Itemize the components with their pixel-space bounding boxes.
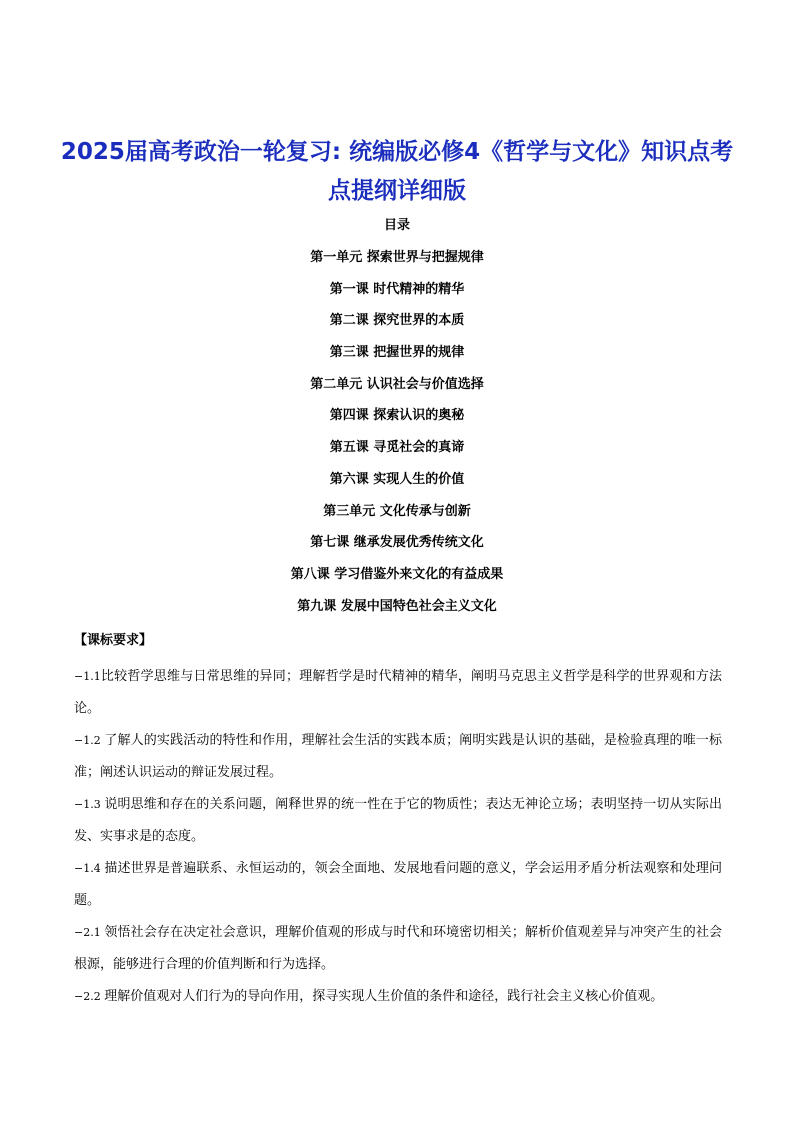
toc-item[interactable]: 第三课 把握世界的规律 [329,345,465,361]
toc-item[interactable]: 第八课 学习借鉴外来文化的有益成果 [290,566,504,582]
toc-item[interactable]: 第二课 探究世界的本质 [329,313,465,329]
requirement-code: −1.2 [74,734,105,747]
toc-item[interactable]: 第二单元 认识社会与价值选择 [310,376,484,392]
toc-item[interactable]: 第一单元 探索世界与把握规律 [310,250,484,265]
requirement-code: −2.1 [74,926,105,939]
table-of-contents [0,247,794,627]
toc-item[interactable]: 第七课 继承发展优秀传统文化 [310,535,484,551]
requirement-text: 理解价值观对人们行为的导向作用，探寻实现人生价值的条件和途径，践行社会主义核心价值观。 [104,989,664,1004]
toc-item[interactable]: 第四课 探索认识的奥秘 [329,408,465,424]
requirement-text: 比较哲学思维与日常思维的异同；理解哲学是时代精神的精华，阐明马克思主义哲学是科学的世界观和方法论。 [74,669,722,716]
toc-heading: 目录 [383,218,410,233]
toc-item[interactable]: 第五课 寻觅社会的真谛 [329,440,465,456]
requirement-code: −1.1 [74,670,101,683]
requirement-paragraph [74,981,722,1013]
requirement-text: 说明思维和存在的关系问题，阐释世界的统一性在于它的物质性；表达无神论立场；表明坚持一切从实际出发、实事求是的态度。 [74,797,722,844]
section-heading: 【课标要求】 [74,633,153,648]
toc-item[interactable]: 第三单元 文化传承与创新 [323,503,471,519]
requirement-paragraph [74,789,722,853]
requirement-code: −1.4 [74,862,105,875]
requirement-text: 描述世界是普遍联系、永恒运动的，领会全面地、发展地看问题的意义，学会运用矛盾分析法观察和处理问题。 [74,861,722,908]
requirements-list [74,661,722,1013]
requirement-text: 了解人的实践活动的特性和作用，理解社会生活的实践本质；阐明实践是认识的基础，是检验真理的唯一标准；阐述认识运动的辩证发展过程。 [74,733,722,780]
toc-item[interactable]: 第六课 实现人生的价值 [329,471,465,487]
requirement-paragraph [74,917,722,981]
requirement-paragraph [74,853,722,917]
requirement-code: −2.2 [74,990,105,1003]
toc-item[interactable]: 第一课 时代精神的精华 [329,281,465,297]
requirement-paragraph [74,661,722,725]
requirement-text: 领悟社会存在决定社会意识，理解价值观的形成与时代和环境密切相关；解析价值观差异与冲突产生的社会根源，能够进行合理的价值判断和行为选择。 [74,925,722,972]
toc-item[interactable]: 第九课 发展中国特色社会主义文化 [297,598,497,614]
document-title: 2025届高考政治一轮复习: 统编版必修4《哲学与文化》知识点考点提纲详细版 [60,139,734,204]
requirement-paragraph [74,725,722,789]
requirement-code: −1.3 [74,798,105,811]
